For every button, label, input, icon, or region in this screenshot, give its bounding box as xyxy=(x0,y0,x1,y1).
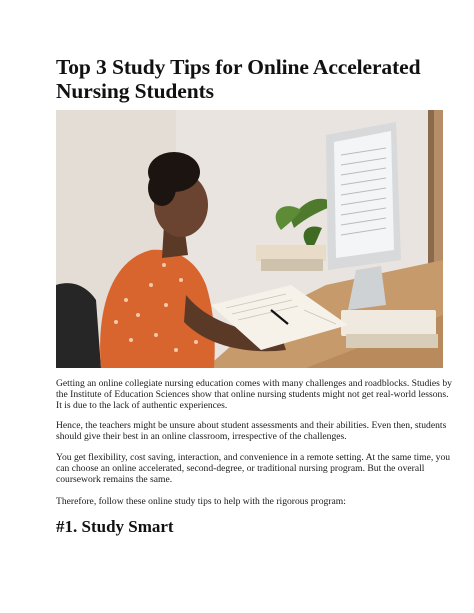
paragraph-2: Hence, the teachers might be unsure about student assessments and their abilities. Even then, students should give their best in an online classroom, irrespective of the challenges. xyxy=(56,420,447,443)
paragraph-1: Getting an online collegiate nursing education comes with many challenges and roadblocks. Studies by the Institute of Education Sciences show that online nursing students might not get real-world lessons. It is due to the lack of authentic experiences. xyxy=(56,378,452,412)
article-title: Top 3 Study Tips for Online Accelerated Nursing Students xyxy=(56,55,421,103)
article-photo xyxy=(56,110,443,368)
paragraph-4: Therefore, follow these online study tips to help with the rigorous program: xyxy=(56,496,346,507)
section-heading: #1. Study Smart xyxy=(56,517,174,536)
paragraph-3: You get flexibility, cost saving, interaction, and convenience in a remote setting. At the same time, you can choose an online accelerated, second-degree, or traditional nursing program. But the overall coursework remains the same. xyxy=(56,452,451,486)
